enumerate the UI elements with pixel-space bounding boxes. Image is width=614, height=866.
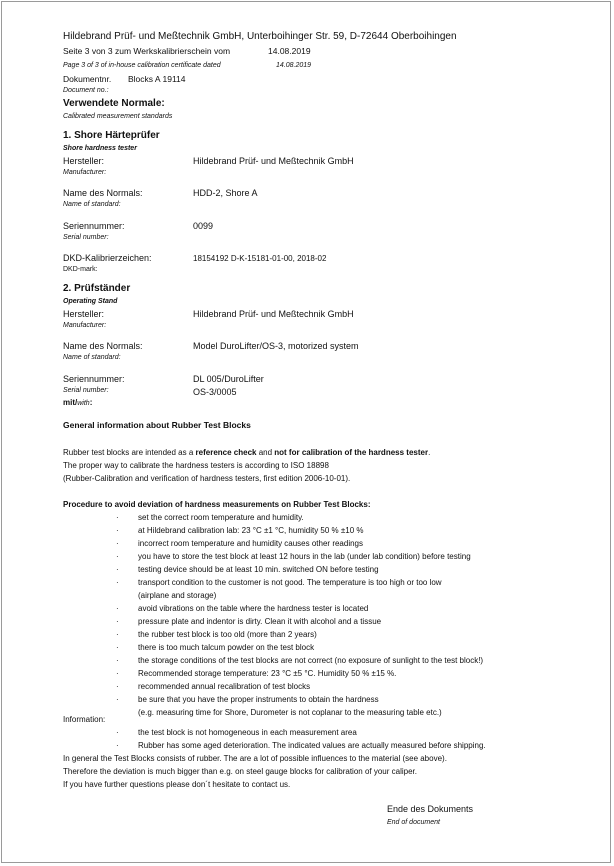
s1-serial-label-en: Serial number: (63, 234, 109, 241)
bullet-dot: · (116, 539, 119, 548)
s2-with-label: mit/with: (63, 398, 93, 407)
s1-manufacturer-label-en: Manufacturer: (63, 169, 107, 176)
s2-manufacturer-value: Hildebrand Prüf- und Meßtechnik GmbH (193, 309, 354, 319)
procedure-item: there is too much talcum powder on the test block (138, 643, 315, 652)
document-number: Blocks A 19114 (128, 74, 186, 84)
general-paragraph-2: The proper way to calibrate the hardness testers is according to ISO 18898 (63, 461, 329, 470)
s2-standard-label: Name des Normals: (63, 341, 143, 351)
end-of-document: Ende des Dokuments (387, 804, 474, 814)
bullet-dot: · (116, 695, 119, 704)
normals-title: Verwendete Normale: (63, 98, 165, 109)
bullet-dot: · (116, 643, 119, 652)
normals-title-en: Calibrated measurement standards (63, 113, 173, 120)
s1-standard-label-en: Name of standard: (63, 201, 121, 208)
s1-dkd-label: DKD-Kalibrierzeichen: (63, 253, 152, 263)
s2-serial-value: DL 005/DuroLifter (193, 374, 264, 384)
general-paragraph-3: (Rubber-Calibration and verification of hardness testers, first edition 2006-10-01). (63, 474, 351, 483)
procedure-item: pressure plate and indentor is dirty. Clean it with alcohol and a tissue (138, 617, 382, 626)
closing-line-2: Therefore the deviation is much bigger than e.g. on steel gauge blocks for calibration of your caliper. (63, 767, 417, 776)
document-number-label: Dokumentnr. (63, 74, 112, 84)
bullet-dot: · (116, 578, 119, 587)
procedure-item: recommended annual recalibration of test blocks (138, 682, 311, 691)
bullet-dot: · (116, 630, 119, 639)
company-line: Hildebrand Prüf- und Meßtechnik GmbH, Unterboihinger Str. 59, D-72644 Oberboihingen (63, 31, 457, 42)
s2-manufacturer-label: Hersteller: (63, 309, 105, 319)
certificate-date-en: 14.08.2019 (276, 62, 312, 69)
bullet-dot: · (116, 682, 119, 691)
s1-standard-label: Name des Normals: (63, 188, 143, 198)
section1-title-en: Shore hardness tester (63, 145, 137, 152)
section2-title: 2. Prüfständer (63, 283, 131, 294)
bullet-dot: · (116, 526, 119, 535)
procedure-item: you have to store the test block at least 12 hours in the lab (under lab condition) before testing (138, 552, 471, 561)
bullet-dot: · (116, 728, 119, 737)
section1-title: 1. Shore Härteprüfer (63, 130, 160, 141)
procedure-item: (airplane and storage) (138, 591, 217, 600)
s2-manufacturer-label-en: Manufacturer: (63, 322, 107, 329)
closing-line-3: If you have further questions please don´t hesitate to contact us. (63, 780, 291, 789)
bullet-dot: · (116, 552, 119, 561)
procedure-item: transport condition to the customer is not good. The temperature is too high or too low (138, 578, 442, 587)
s1-manufacturer-label: Hersteller: (63, 156, 105, 166)
information-item: the test block is not homogeneous in each measurement area (138, 728, 357, 737)
information-item: Rubber has some aged deterioration. The indicated values are actually measured before shipping. (138, 741, 486, 750)
s2-standard-value: Model DuroLifter/OS-3, motorized system (193, 341, 359, 351)
s2-standard-label-en: Name of standard: (63, 354, 121, 361)
procedure-item: incorrect room temperature and humidity causes other readings (138, 539, 363, 548)
page-info-en: Page 3 of 3 of in-house calibration certificate dated (63, 62, 221, 69)
page-info-de: Seite 3 von 3 zum Werkskalibrierschein vom (63, 46, 231, 56)
s1-dkd-value: 18154192 D-K-15181-01-00, 2018-02 (193, 254, 327, 263)
procedure-item: (e.g. measuring time for Shore, Durometer is not coplanar to the measuring table etc.) (138, 708, 442, 717)
information-label: Information: (63, 715, 106, 724)
procedure-item: set the correct room temperature and humidity. (138, 513, 304, 522)
s1-manufacturer-value: Hildebrand Prüf- und Meßtechnik GmbH (193, 156, 354, 166)
closing-line-1: In general the Test Blocks consists of rubber. The are a lot of possible influences to the material (see above). (63, 754, 447, 763)
bullet-dot: · (116, 604, 119, 613)
bullet-dot: · (116, 669, 119, 678)
s1-serial-label: Seriennummer: (63, 221, 125, 231)
s2-serial-label: Seriennummer: (63, 374, 125, 384)
procedure-item: the storage conditions of the test blocks are not correct (no exposure of sunlight to the test block!) (138, 656, 484, 665)
procedure-item: avoid vibrations on the table where the hardness tester is located (138, 604, 369, 613)
general-paragraph-1: Rubber test blocks are intended as a reference check and not for calibration of the hardness tester. (63, 448, 431, 457)
bullet-dot: · (116, 656, 119, 665)
s1-dkd-label-en: DKD-mark: (63, 266, 98, 273)
s1-standard-value: HDD-2, Shore A (193, 188, 258, 198)
general-info-title: General information about Rubber Test Blocks (63, 420, 251, 430)
certificate-date: 14.08.2019 (268, 46, 311, 56)
bullet-dot: · (116, 513, 119, 522)
bullet-dot: · (116, 565, 119, 574)
s2-with-value: OS-3/0005 (193, 387, 237, 397)
document-number-label-en: Document no.: (63, 87, 109, 94)
section2-title-en: Operating Stand (63, 298, 118, 305)
procedure-item: testing device should be at least 10 min. switched ON before testing (138, 565, 379, 574)
s1-serial-value: 0099 (193, 221, 214, 231)
procedure-item: the rubber test block is too old (more than 2 years) (138, 630, 317, 639)
s2-serial-label-en: Serial number: (63, 387, 109, 394)
procedure-item: Recommended storage temperature: 23 °C ±5 °C. Humidity 50 % ±15 %. (138, 669, 397, 678)
end-of-document-en: End of document (387, 819, 440, 826)
bullet-dot: · (116, 617, 119, 626)
procedure-title: Procedure to avoid deviation of hardness measurements on Rubber Test Blocks: (63, 500, 371, 509)
procedure-item: be sure that you have the proper instruments to obtain the hardness (138, 695, 379, 704)
procedure-item: at Hildebrand calibration lab: 23 °C ±1 °C, humidity 50 % ±10 % (138, 526, 364, 535)
bullet-dot: · (116, 741, 119, 750)
